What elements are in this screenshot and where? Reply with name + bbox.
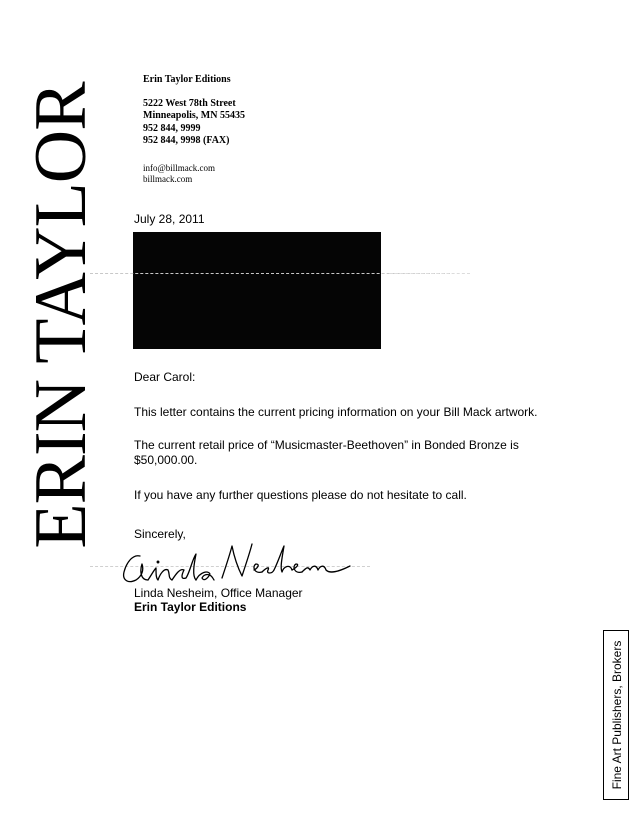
letterhead — [143, 74, 245, 148]
brand-vertical-name: ERIN TAYLOR — [20, 82, 102, 549]
address-street: 5222 West 78th Street — [143, 97, 236, 109]
letter-salutation: Dear Carol: — [134, 370, 196, 384]
letter-paragraph-3: If you have any further questions please do not hesitate to call. — [134, 488, 467, 502]
contact-block — [143, 163, 215, 185]
letterhead-company: Erin Taylor Editions — [143, 74, 231, 85]
signer-company: Erin Taylor Editions — [134, 600, 247, 614]
side-label-box — [603, 630, 629, 800]
side-label-text: Fine Art Publishers, Brokers — [610, 640, 624, 790]
contact-website: billmack.com — [143, 174, 193, 184]
redacted-recipient-address — [133, 232, 381, 349]
address-city: Minneapolis, MN 55435 — [143, 110, 245, 121]
letter-closing: Sincerely, — [134, 527, 186, 541]
letter-paragraph-2: The current retail price of “Musicmaster-Beethoven” in Bonded Bronze is $50,000.00. — [134, 438, 519, 467]
contact-email: info@billmack.com — [143, 163, 216, 173]
letter-date: July 28, 2011 — [134, 212, 205, 226]
scan-artifact-line — [390, 273, 470, 274]
address-phone: 952 844, 9999 — [143, 122, 201, 134]
letter-paragraph-1: This letter contains the current pricing information on your Bill Mack artwork. — [134, 405, 538, 419]
signer-name-title: Linda Nesheim, Office Manager — [134, 586, 303, 600]
address-fax: 952 844, 9998 (FAX) — [143, 135, 230, 146]
